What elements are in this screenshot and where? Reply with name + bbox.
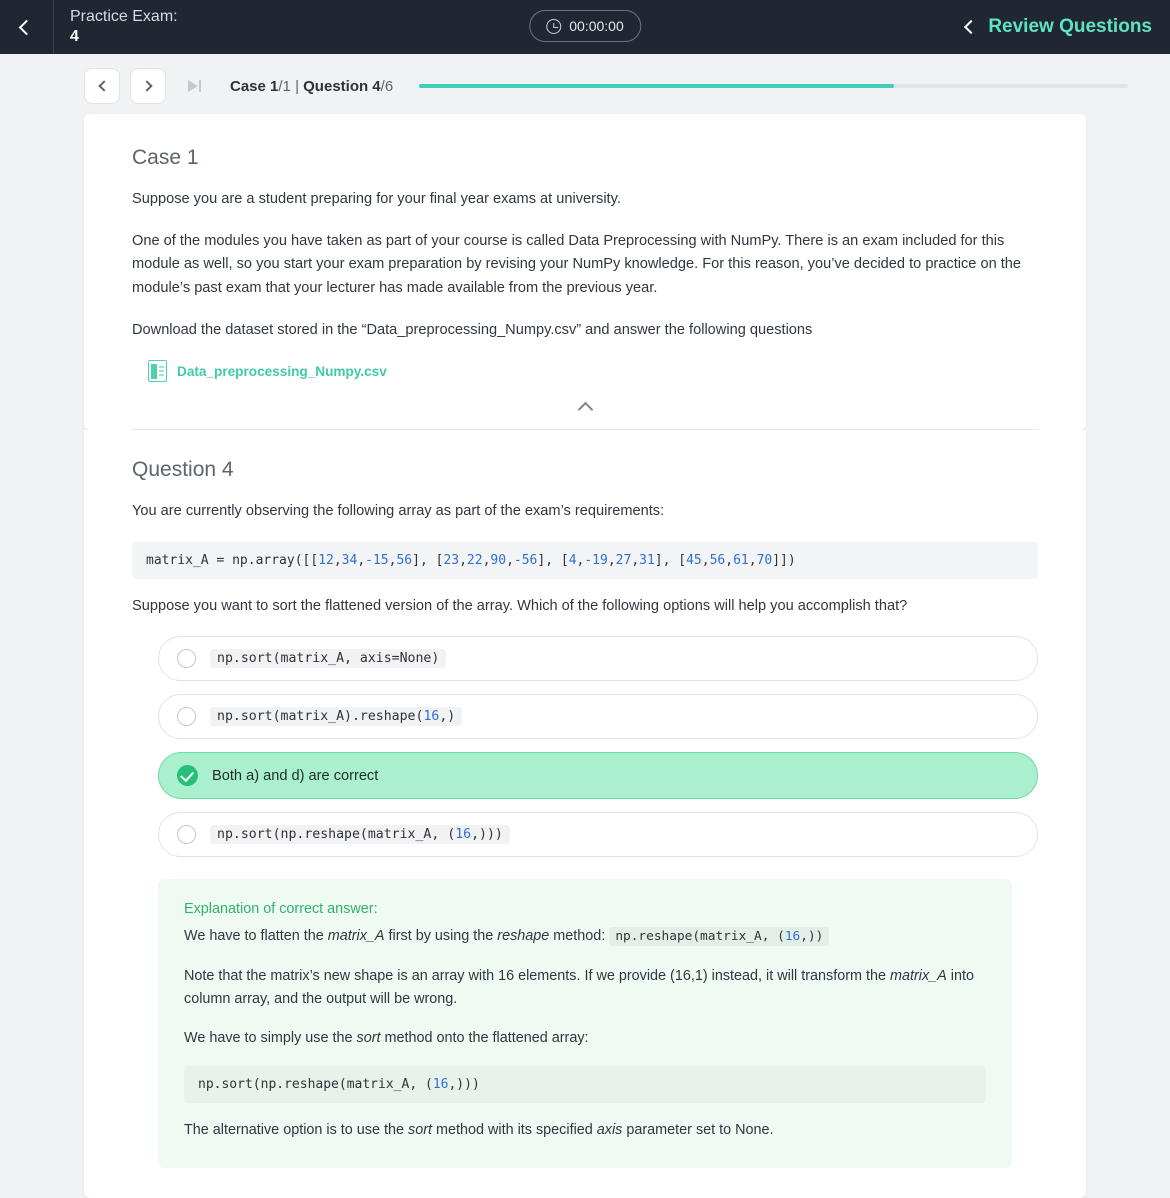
answer-option[interactable]	[158, 694, 1038, 739]
radio-icon[interactable]	[177, 707, 196, 726]
explanation-text: The alternative option is to use the	[184, 1121, 408, 1138]
case-paragraph-2: One of the modules you have taken as part of your course is called Data Preprocessing with NumPy. There is an exam included for this module as well, so you start your exam preparation by revising your NumPy knowledge. For this reason, you’ve decided to practice on the module’s past exam that your lecturer has made available from the previous year.	[132, 232, 1022, 296]
exam-number: 4	[70, 28, 79, 45]
question-prompt: Suppose you want to sort the flattened version of the array. Which of the following options will help you accomplish that?	[132, 597, 908, 614]
timer-value: 00:00:00	[569, 18, 624, 34]
explanation-text: method onto the flattened array:	[380, 1029, 589, 1046]
explanation-emphasis: sort	[408, 1121, 432, 1138]
skip-to-end-button[interactable]	[176, 68, 212, 104]
content-stage	[0, 114, 1170, 1138]
breadcrumb-case: Case 1	[230, 77, 279, 95]
radio-icon[interactable]	[177, 825, 196, 844]
explanation-text: method:	[549, 928, 610, 945]
chevron-left-icon	[98, 80, 109, 91]
review-questions-button[interactable]	[966, 16, 1152, 38]
progress-bar-fill	[419, 84, 894, 88]
check-circle-icon	[177, 765, 198, 786]
breadcrumb-separator: |	[295, 77, 299, 95]
explanation-code-block: np.sort(np.reshape(matrix_A, (16,)))	[184, 1066, 986, 1103]
answer-option[interactable]	[158, 636, 1038, 681]
exam-timer	[529, 10, 641, 42]
explanation-paragraph-4	[184, 1119, 986, 1142]
progress-bar	[419, 84, 1128, 88]
explanation-text: Note that the matrix’s new shape is an array with 16 elements. If we provide (16,1) instead, it will transform the	[184, 967, 890, 984]
explanation-emphasis: matrix_A	[327, 928, 385, 945]
case-heading: Case 1	[132, 146, 199, 169]
answer-option-label: Both a) and d) are correct	[212, 767, 379, 784]
breadcrumb-question: Question 4	[303, 77, 381, 95]
explanation-paragraph-1	[184, 925, 986, 948]
chevron-left-icon	[19, 19, 35, 35]
answer-option-label: np.sort(np.reshape(matrix_A, (16,)))	[210, 825, 510, 844]
breadcrumb	[230, 78, 393, 95]
scroll-region[interactable]	[84, 114, 1086, 1138]
answer-option-selected[interactable]	[158, 752, 1038, 799]
explanation-emphasis: sort	[356, 1029, 381, 1046]
case-collapse-toggle[interactable]	[132, 386, 1038, 430]
top-bar	[0, 0, 1170, 54]
explanation-text: first by using the	[384, 928, 498, 945]
question-card	[84, 430, 1086, 1198]
review-questions-label: Review Questions	[988, 16, 1152, 37]
explanation-text: into column array, and the output will be wrong.	[184, 967, 974, 1007]
radio-icon[interactable]	[177, 649, 196, 668]
question-intro: You are currently observing the following array as part of the exam’s requirements:	[132, 503, 665, 520]
skip-forward-icon	[188, 80, 198, 92]
chevron-up-icon	[577, 402, 593, 418]
chevron-left-icon	[964, 20, 978, 34]
explanation-inline-code: np.reshape(matrix_A, (16,))	[609, 927, 829, 946]
breadcrumb-question-total: /6	[380, 77, 394, 95]
explanation-text: We have to flatten the	[184, 928, 328, 945]
case-attachment[interactable]	[148, 360, 1038, 382]
explanation-paragraph-3	[184, 1027, 986, 1050]
explanation-text: parameter set to None.	[622, 1121, 774, 1138]
explanation-paragraph-2	[184, 965, 986, 1011]
question-nav-bar	[0, 54, 1170, 114]
exam-title	[70, 7, 178, 47]
explanation-title: Explanation of correct answer:	[184, 901, 378, 918]
clock-icon	[546, 19, 561, 34]
explanation-text: method with its specified	[432, 1121, 597, 1138]
explanation-text: We have to simply use the	[184, 1029, 357, 1046]
case-attachment-name: Data_preprocessing_Numpy.csv	[177, 363, 387, 379]
chevron-right-icon	[141, 80, 152, 91]
case-card	[84, 114, 1086, 430]
question-heading: Question 4	[132, 458, 234, 482]
skip-forward-icon-bar	[199, 80, 201, 92]
explanation-emphasis: reshape	[497, 928, 550, 945]
back-button[interactable]	[0, 0, 54, 54]
breadcrumb-case-total: /1	[278, 77, 291, 95]
next-question-button[interactable]	[130, 68, 166, 104]
exam-title-label: Practice Exam:	[70, 8, 178, 25]
answer-option-label: np.sort(matrix_A, axis=None)	[210, 649, 446, 668]
previous-question-button[interactable]	[84, 68, 120, 104]
answer-option[interactable]	[158, 812, 1038, 857]
answer-option-label: np.sort(matrix_A).reshape(16,)	[210, 707, 462, 726]
explanation-emphasis: matrix_A	[890, 967, 947, 984]
case-paragraph-1: Suppose you are a student preparing for your final year exams at university.	[132, 191, 621, 207]
csv-file-icon	[148, 360, 167, 382]
question-code-snippet: matrix_A = np.array([[12,34,-15,56], [23,22,90,-56], [4,-19,27,31], [45,56,61,70]])	[132, 542, 1038, 579]
explanation-panel	[158, 879, 1012, 1167]
explanation-emphasis: axis	[596, 1121, 623, 1138]
case-paragraph-3: Download the dataset stored in the “Data_preprocessing_Numpy.csv” and answer the following questions	[132, 321, 813, 338]
